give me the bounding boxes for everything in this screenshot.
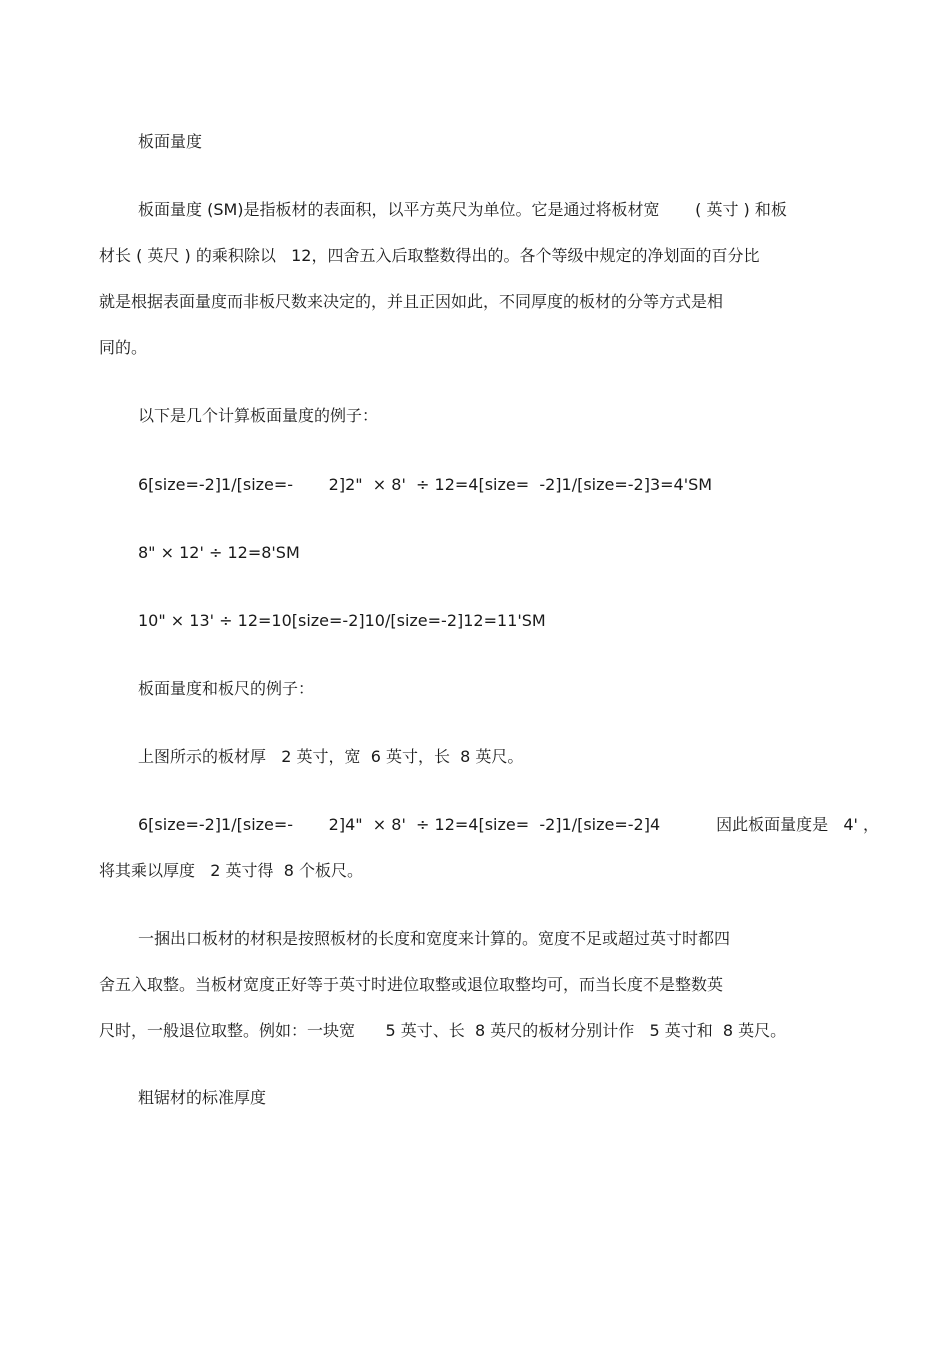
section-heading: 粗锯材的标准厚度	[138, 1088, 267, 1107]
paragraph-line: 舍五入取整。当板材宽度正好等于英寸时进位取整或退位取整均可，而当长度不是整数英	[99, 975, 724, 994]
paragraph-line: 就是根据表面量度而非板尺数来决定的，并且正因如此，不同厚度的板材的分等方式是相	[99, 292, 724, 311]
paragraph-line: 将其乘以厚度 2 英寸得 8 个板尺。	[99, 861, 363, 880]
paragraph-line: 材长 ( 英尺 ) 的乘积除以 12，四舍五入后取整数得出的。各个等级中规定的净划面的百分比	[99, 246, 760, 265]
formula-line: 8" × 12' ÷ 12=8'SM	[138, 543, 300, 562]
paragraph-line: 同的。	[99, 338, 148, 357]
paragraph-line: 上图所示的板材厚 2 英寸，宽 6 英寸，长 8 英尺。	[138, 747, 524, 766]
formula-line: 6[size=-2]1/[size=- 2]4" × 8' ÷ 12=4[size= -2]1/[size=-2]4 因此板面量度是 4' ，	[138, 815, 880, 834]
paragraph-line: 板面量度和板尺的例子：	[138, 679, 315, 698]
paragraph-line: 板面量度 (SM)是指板材的表面积，以平方英尺为单位。它是通过将板材宽 ( 英寸 ) 和板	[138, 200, 787, 219]
paragraph-line: 以下是几个计算板面量度的例子：	[138, 406, 379, 425]
paragraph-line: 一捆出口板材的材积是按照板材的长度和宽度来计算的。宽度不足或超过英寸时都四	[138, 929, 731, 948]
paragraph-line: 尺时，一般退位取整。例如：一块宽 5 英寸、长 8 英尺的板材分别计作 5 英寸和 8 英尺。	[99, 1021, 787, 1040]
section-heading: 板面量度	[138, 132, 203, 151]
formula-line: 6[size=-2]1/[size=- 2]2" × 8' ÷ 12=4[size= -2]1/[size=-2]3=4'SM	[138, 475, 713, 494]
formula-line: 10" × 13' ÷ 12=10[size=-2]10/[size=-2]12=11'SM	[138, 611, 546, 630]
